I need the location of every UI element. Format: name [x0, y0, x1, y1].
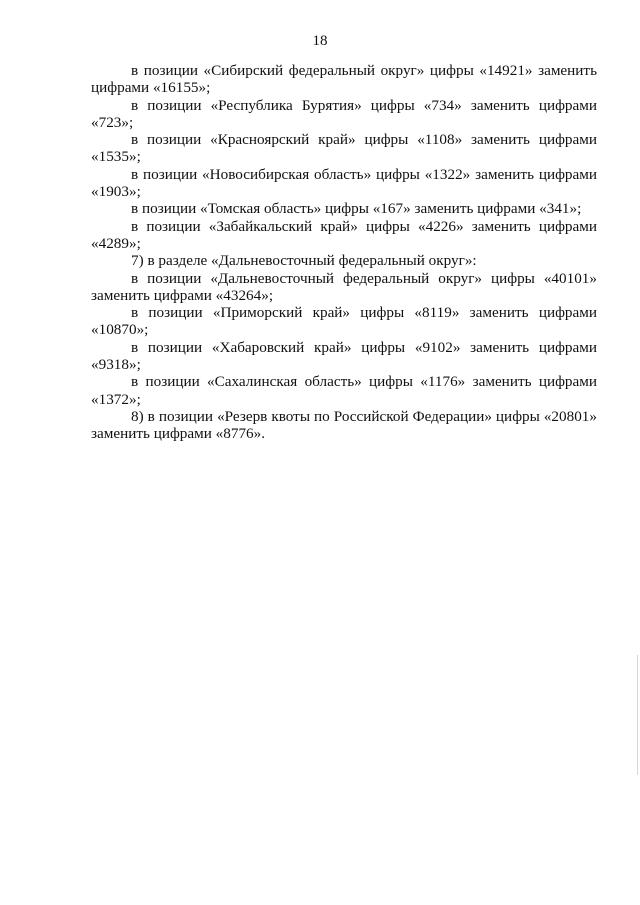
- section-heading-far-east: 7) в разделе «Дальневосточный федеральный округ»:: [131, 252, 477, 270]
- paragraph-sakhalin: в позиции «Сахалинская область» цифры «1176» заменить цифрами «1372»;: [91, 373, 597, 408]
- paragraph-reserve-quota: 8) в позиции «Резерв квоты по Российской Федерации» цифры «20801» заменить цифрами «8776».: [91, 407, 597, 443]
- paragraph-siberian-district: в позиции «Сибирский федеральный округ» цифры «14921» заменить цифрами «16155»;: [91, 62, 597, 97]
- paragraph-zabaikalsky: в позиции «Забайкальский край» цифры «4226» заменить цифрами «4289»;: [91, 217, 597, 252]
- paragraph-buryatia: в позиции «Республика Бурятия» цифры «734» заменить цифрами «723»;: [91, 96, 597, 131]
- scan-edge-mark: [637, 655, 638, 775]
- paragraph-khabarovsk: в позиции «Хабаровский край» цифры «9102» заменить цифрами «9318»;: [91, 338, 597, 374]
- paragraph-far-east-district: в позиции «Дальневосточный федеральный округ» цифры «40101» заменить цифрами «43264»;: [91, 269, 597, 304]
- paragraph-novosibirsk: в позиции «Новосибирская область» цифры «1322» заменить цифрами «1903»;: [91, 165, 597, 201]
- paragraph-primorsky: в позиции «Приморский край» цифры «8119» заменить цифрами «10870»;: [91, 304, 597, 339]
- paragraph-tomsk: в позиции «Томская область» цифры «167» заменить цифрами «341»;: [131, 200, 582, 218]
- paragraph-krasnoyarsk: в позиции «Красноярский край» цифры «1108» заменить цифрами «1535»;: [91, 131, 597, 166]
- page-number: 18: [312, 33, 328, 49]
- document-body: [91, 62, 597, 443]
